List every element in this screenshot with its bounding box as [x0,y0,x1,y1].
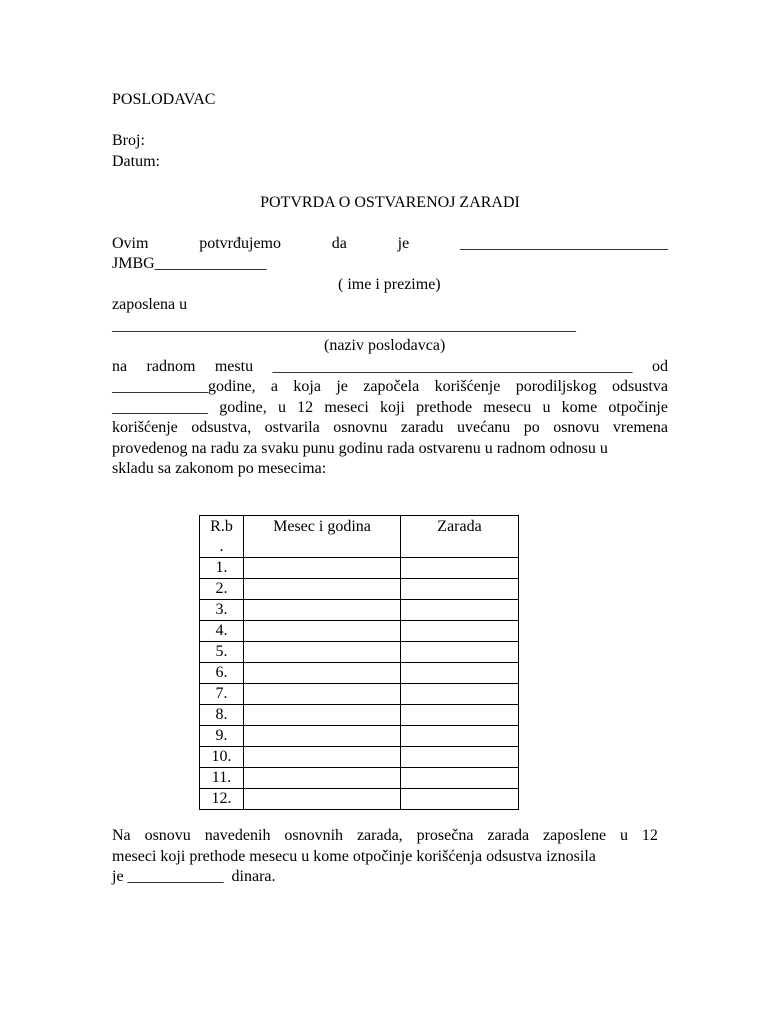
row-number: 7. [200,684,244,705]
earnings-table [199,515,519,810]
header-earnings: Zarada [401,516,519,558]
text-row-6: skladu sa zakonom po mesecima: [112,460,327,477]
text-row-3: ____________ godine, u 12 meseci koji prethode mesecu u kome otpočinje [112,398,668,416]
position-blank: _____________________________________________ [272,357,633,375]
earnings-cell [401,726,519,747]
earnings-cell [401,558,519,579]
month-cell [244,726,401,747]
month-cell [244,621,401,642]
row-number: 1. [200,558,244,579]
summary-line-2: meseci koji prethode mesecu u kome otpočinje korišćenja odsustva iznosila [112,847,596,865]
table-row [200,789,519,810]
table-row [200,768,519,789]
name-hint: ( ime i prezime) [338,275,441,293]
earnings-cell [401,705,519,726]
employer-label: POSLODAVAC [112,91,216,108]
month-cell [244,558,401,579]
table-header-row [200,516,519,558]
earnings-cell [401,768,519,789]
month-cell [244,789,401,810]
row-number: 2. [200,579,244,600]
month-cell [244,600,401,621]
row-number: 5. [200,642,244,663]
earnings-cell [401,600,519,621]
earnings-cell [401,579,519,600]
text-row-4: korišćenje odsustva, ostvarila osnovnu zaradu uvećanu po osnovu vremena [112,419,668,436]
earnings-cell [401,621,519,642]
row-number: 9. [200,726,244,747]
summary-paragraph [112,826,658,888]
month-cell [244,642,401,663]
header-rb: R.b . [200,516,244,558]
header-month-year: Mesec i godina [244,516,401,558]
earnings-cell [401,684,519,705]
earnings-cell [401,789,519,810]
month-cell [244,684,401,705]
table-row [200,663,519,684]
text-row-5: provedenog na radu za svaku punu godinu rada ostvarenu u radnom odnosu u [112,439,608,457]
month-cell [244,747,401,768]
earnings-cell [401,663,519,684]
jmbg-field: JMBG______________ [112,255,267,272]
table-row [200,726,519,747]
zaposlena-label: zaposlena u [112,296,188,313]
row-number: 8. [200,705,244,726]
summary-line-3: je ____________ dinara. [112,868,276,885]
month-cell [244,579,401,600]
row-number: 11. [200,768,244,789]
month-cell [244,768,401,789]
employer-blank: __________________________________________________________ [112,316,576,334]
table-row [200,642,519,663]
row-number: 6. [200,663,244,684]
name-blank: __________________________ [460,234,668,252]
text-row-1: na radnom mestu _____________________________________________ od [112,357,668,378]
row-number: 4. [200,621,244,642]
month-cell [244,663,401,684]
employer-hint: (naziv poslodavca) [324,337,446,354]
row-number: 12. [200,789,244,810]
summary-line-1: Na osnovu navedenih osnovnih zarada, prosečna zarada zaposlene u 12 [112,827,658,844]
datum-label: Datum: [112,152,160,170]
table-row [200,579,519,600]
row-number: 3. [200,600,244,621]
table-row [200,705,519,726]
intro-line-1: Ovim potvrđujemo da je __________________________ [112,234,668,255]
table-row [200,747,519,768]
row-number: 10. [200,747,244,768]
earnings-cell [401,642,519,663]
earnings-cell [401,747,519,768]
table-row [200,684,519,705]
month-cell [244,705,401,726]
document-title: POTVRDA O OSTVARENOJ ZARADI [260,193,520,211]
broj-label: Broj: [112,132,145,149]
table-row [200,600,519,621]
document-body [112,90,668,480]
table-row [200,558,519,579]
text-row-2: ____________godine, a koja je započela korišćenje porodiljskog odsustva [112,378,668,395]
table-row [200,621,519,642]
